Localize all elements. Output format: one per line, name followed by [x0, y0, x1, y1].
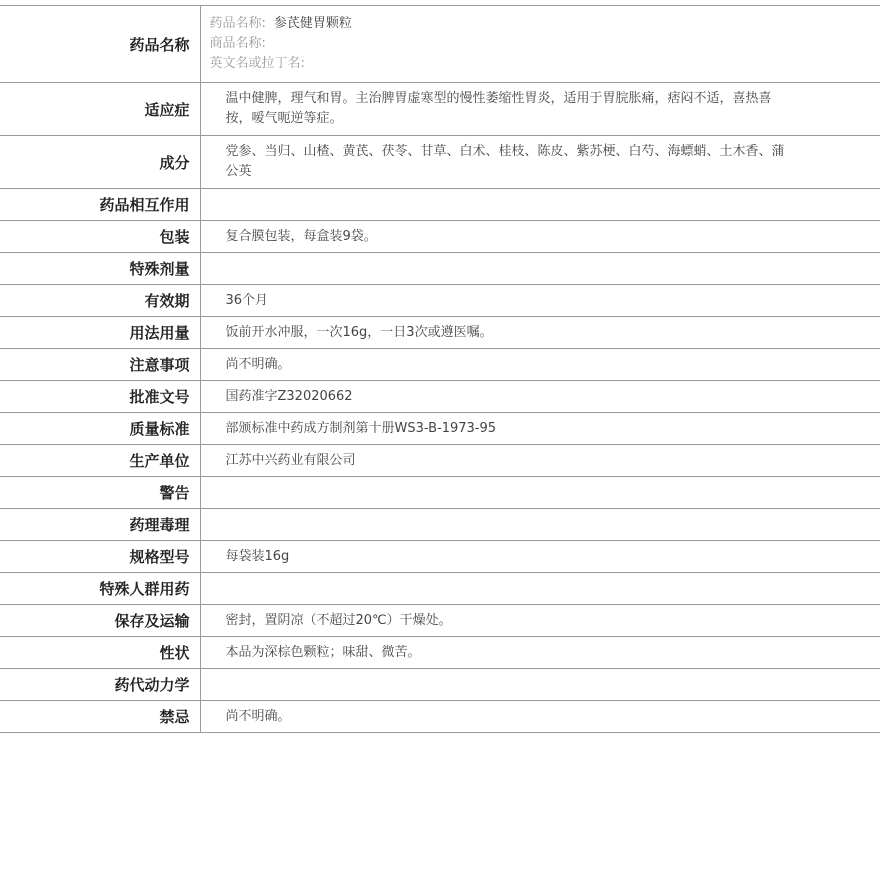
drug-name-line	[210, 14, 789, 34]
row-value: 密封，置阴凉（不超过20℃）干燥处。	[200, 605, 880, 637]
row-label: 药品相互作用	[0, 189, 200, 221]
drug-name-value: 参芪健胃颗粒	[273, 16, 352, 31]
table-row-dosage	[0, 317, 880, 349]
row-value	[200, 253, 880, 285]
table-row-manufacturer	[0, 445, 880, 477]
drug-info-page	[0, 5, 880, 733]
row-label: 禁忌	[0, 701, 200, 733]
table-row-approval-number	[0, 381, 880, 413]
row-value: 尚不明确。	[200, 701, 880, 733]
row-value: 党参、当归、山楂、黄芪、茯苓、甘草、白术、桂枝、陈皮、紫苏梗、白芍、海螵蛸、土木香、蒲公英	[200, 136, 880, 189]
table-row-packaging	[0, 221, 880, 253]
row-value: 每袋装16g	[200, 541, 880, 573]
row-label: 用法用量	[0, 317, 200, 349]
drug-name-key: 药品名称:	[209, 16, 266, 31]
table-row-contraindications	[0, 701, 880, 733]
table-row-precautions	[0, 349, 880, 381]
row-label: 成分	[0, 136, 200, 189]
table-row-drug-name	[0, 6, 880, 83]
table-row-indications	[0, 83, 880, 136]
table-row-shelf-life	[0, 285, 880, 317]
table-row-warning	[0, 477, 880, 509]
table-row-interactions	[0, 189, 880, 221]
row-label: 性状	[0, 637, 200, 669]
name-block	[200, 6, 880, 83]
row-value: 复合膜包装，每盒装9袋。	[200, 221, 880, 253]
table-row-storage	[0, 605, 880, 637]
row-value	[200, 669, 880, 701]
table-row-pharmacokinetics	[0, 669, 880, 701]
row-value	[200, 189, 880, 221]
table-row-quality-standard	[0, 413, 880, 445]
latin-name-line	[210, 54, 789, 74]
row-value: 尚不明确。	[200, 349, 880, 381]
table-row-appearance	[0, 637, 880, 669]
row-value	[200, 573, 880, 605]
table-row-special-dosage	[0, 253, 880, 285]
row-label: 生产单位	[0, 445, 200, 477]
row-value: 江苏中兴药业有限公司	[200, 445, 880, 477]
row-value	[200, 509, 880, 541]
table-row-specification	[0, 541, 880, 573]
row-value: 本品为深棕色颗粒；味甜、微苦。	[200, 637, 880, 669]
table-row-ingredients	[0, 136, 880, 189]
row-label: 有效期	[0, 285, 200, 317]
row-value: 温中健脾，理气和胃。主治脾胃虚寒型的慢性萎缩性胃炎，适用于胃脘胀痛，痞闷不适，喜热喜按，嗳气呃逆等症。	[200, 83, 880, 136]
row-label: 药理毒理	[0, 509, 200, 541]
row-value: 饭前开水冲服，一次16g，一日3次或遵医嘱。	[200, 317, 880, 349]
row-label: 规格型号	[0, 541, 200, 573]
table-row-pharmacology	[0, 509, 880, 541]
row-value: 36个月	[200, 285, 880, 317]
row-label: 特殊人群用药	[0, 573, 200, 605]
trade-name-key: 商品名称:	[209, 36, 266, 51]
row-value: 国药准字Z32020662	[200, 381, 880, 413]
row-label: 适应症	[0, 83, 200, 136]
row-value	[200, 477, 880, 509]
row-label: 保存及运输	[0, 605, 200, 637]
row-value: 部颁标准中药成方制剂第十册WS3-B-1973-95	[200, 413, 880, 445]
table-row-special-populations	[0, 573, 880, 605]
row-label: 药品名称	[0, 6, 200, 83]
trade-name-line	[210, 34, 789, 54]
latin-name-key: 英文名或拉丁名:	[209, 56, 305, 71]
row-label: 警告	[0, 477, 200, 509]
row-label: 包装	[0, 221, 200, 253]
row-label: 药代动力学	[0, 669, 200, 701]
row-label: 批准文号	[0, 381, 200, 413]
row-label: 注意事项	[0, 349, 200, 381]
row-label: 特殊剂量	[0, 253, 200, 285]
drug-info-table	[0, 5, 880, 733]
row-label: 质量标准	[0, 413, 200, 445]
